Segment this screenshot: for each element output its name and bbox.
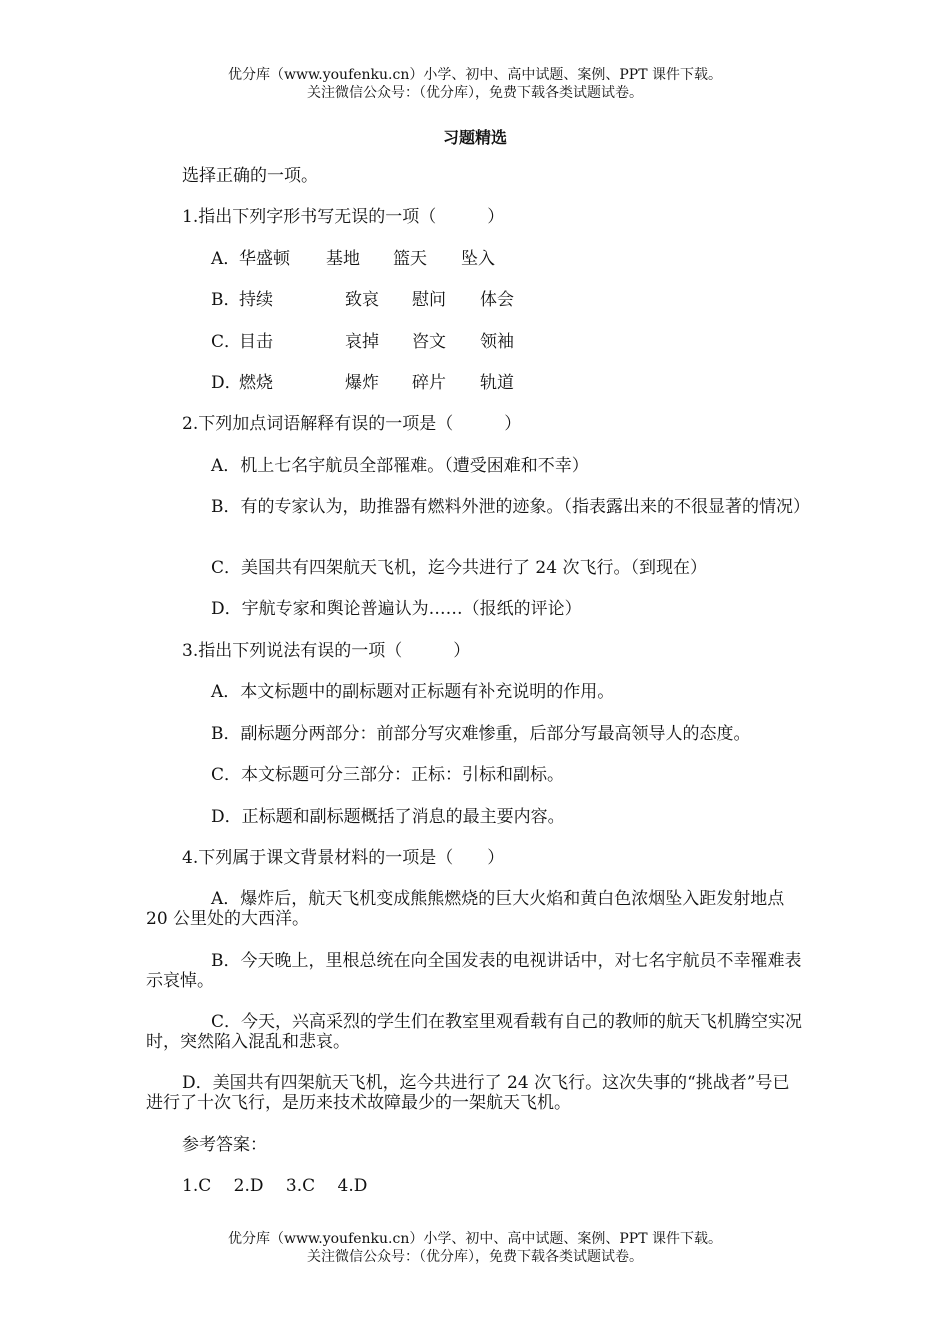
footer-line-1: 优分库（www.youfenku.cn）小学、初中、高中试题、案例、PPT 课件下载。 [227,1231,722,1247]
option-word: 领袖 [480,332,514,352]
option-word: 目击 [239,332,273,352]
instruction: 选择正确的一项。 [182,166,318,186]
answer-list: 1.C 2.D 3.C 4.D [182,1176,368,1196]
option-word: 哀掉 [345,332,379,352]
question-3-option-a: A．本文标题中的副标题对正标题有补充说明的作用。 [211,682,615,702]
question-4-option-b: B．今天晚上，里根总统在向全国发表的电视讲话中，对七名宇航员不幸罹难表示哀悼。 [146,951,802,991]
footer-line-2: 关注微信公众号：（优分库），免费下载各类试题试卷。 [307,1249,643,1265]
question-2-option-a: A．机上七名宇航员全部罹难。（遭受困难和不幸） [211,456,589,476]
option-word: 致哀 [345,290,379,310]
question-1-stem: 1.指出下列字形书写无误的一项（ ） [182,207,505,227]
option-word: 爆炸 [345,373,379,393]
question-3-option-d: D．正标题和副标题概括了消息的最主要内容。 [211,807,565,827]
option-word: 华盛顿 [239,249,290,269]
question-3-option-b: B．副标题分两部分：前部分写灾难惨重，后部分写最高领导人的态度。 [211,724,751,744]
header-line-2: 关注微信公众号：（优分库），免费下载各类试题试卷。 [307,85,643,101]
option-word: 坠入 [461,249,495,269]
question-1-option-b [211,290,514,310]
option-label: B． [211,290,241,310]
option-word: 持续 [239,290,273,310]
option-label: D． [211,373,242,393]
question-1-option-d [211,373,514,393]
header-line-1: 优分库（www.youfenku.cn）小学、初中、高中试题、案例、PPT 课件下载。 [227,67,722,83]
answer-heading: 参考答案： [182,1135,267,1155]
question-4-option-d: D．美国共有四架航天飞机，迄今共进行了 24 次飞行。这次失事的“挑战者”号已进行了十次飞行，是历来技术故障最少的一架航天飞机。 [146,1073,790,1113]
option-word: 体会 [480,290,514,310]
option-label: A． [211,249,241,269]
question-1-option-a [211,249,495,269]
question-3-option-c: C．本文标题可分三部分：正标：引标和副标。 [211,765,565,785]
question-2-option-c: C．美国共有四架航天飞机，迄今共进行了 24 次飞行。（到现在） [211,558,707,578]
option-label: C． [211,332,242,352]
question-4-option-a: A．爆炸后，航天飞机变成熊熊燃烧的巨大火焰和黄白色浓烟坠入距发射地点 20 公里处的大西洋。 [146,889,785,929]
question-2-option-d: D．宇航专家和舆论普遍认为……（报纸的评论） [211,599,582,619]
option-word: 篮天 [393,249,427,269]
question-1-option-c [211,332,514,352]
option-word: 慰问 [412,290,446,310]
option-word: 基地 [326,249,360,269]
question-2-stem: 2.下列加点词语解释有误的一项是（ ） [182,414,522,434]
option-word: 轨道 [480,373,514,393]
page-title: 习题精选 [442,128,507,147]
option-word: 咨文 [412,332,446,352]
question-3-stem: 3.指出下列说法有误的一项（ ） [182,641,471,661]
option-word: 碎片 [412,373,446,393]
question-4-stem: 4.下列属于课文背景材料的一项是（ ） [182,848,505,868]
question-2-option-b: B．有的专家认为，助推器有燃料外泄的迹象。（指表露出来的不很显著的情况） [211,497,810,517]
question-4-option-c: C．今天，兴高采烈的学生们在教室里观看载有自己的教师的航天飞机腾空实况时，突然陷入混乱和悲哀。 [146,1012,803,1052]
option-word: 燃烧 [239,373,273,393]
